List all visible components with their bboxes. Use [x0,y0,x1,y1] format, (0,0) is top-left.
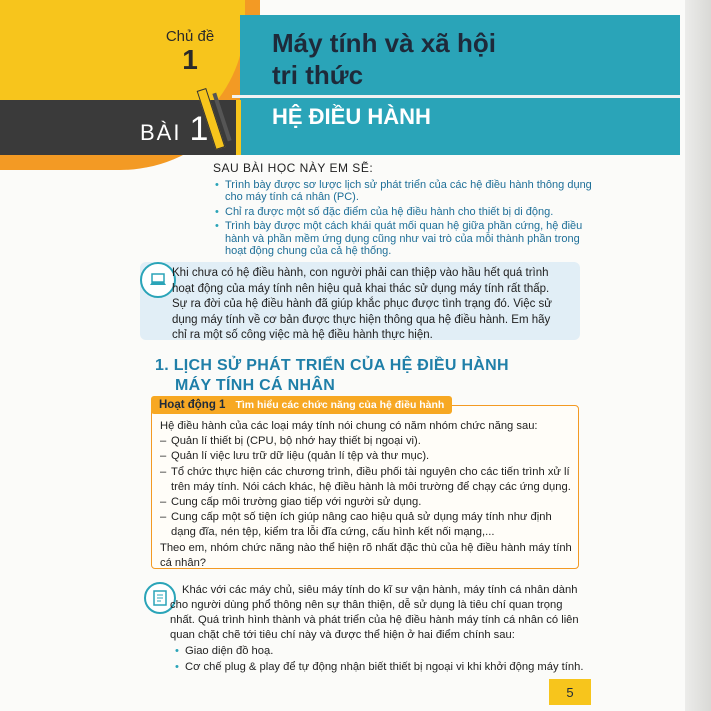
page-fold-shadow [685,0,711,711]
header-divider [232,95,680,98]
objectives-list [213,179,593,258]
section-heading-line1: 1. LỊCH SỬ PHÁT TRIỂN CỦA HỆ ĐIỀU HÀNH [155,357,509,374]
objective-item: • Chỉ ra được một số đặc điểm của hệ điều hành cho thiết bị di động. [213,206,593,219]
activity-title: Tìm hiểu các chức năng của hệ điều hành [235,399,445,411]
body-bullet: • Giao diện đồ hoạ. [185,645,273,657]
lesson-yellow-stripe [236,100,241,155]
activity-item: – Tổ chức thực hiện các chương trình, điều phối tài nguyên cho các tiến trình xử lí trên máy tính. Nói cách khác, hệ điều hành là môi trường để chạy các ứng dụng. [160,465,572,495]
intro-text: Khi chưa có hệ điều hành, con người phải can thiệp vào hầu hết quá trình hoạt động của máy tính nên hiệu quả khai thác sử dụng máy tính rất thấp. Sự ra đời của hệ điều hành đã giúp khắc phục được tình trạng đó. Việc sử dụng máy tính về cơ bản được thực hiện thông qua hệ điều hành. Em hãy chỉ ra một số công việc mà hệ điều hành thực hiện. [172,267,553,341]
activity-item: – Quản lí thiết bị (CPU, bộ nhớ hay thiết bị ngoại vi). [160,434,572,449]
topic-badge [150,28,230,75]
topic-number: 1 [182,44,198,75]
objectives-block [213,162,593,260]
objective-item: • Trình bày được sơ lược lịch sử phát triển của các hệ điều hành thông dụng cho máy tính cá nhân (PC). [213,179,593,204]
lesson-title: HỆ ĐIỀU HÀNH [272,104,431,129]
page-number: 5 [549,679,591,705]
topic-label: Chủ đề [165,28,215,45]
topic-title-line2: tri thức [272,60,364,90]
activity-tag [151,396,452,414]
activity-question: Theo em, nhóm chức năng nào thể hiện rõ nhất đặc thù của hệ điều hành máy tính cá nhân? [160,541,572,569]
lesson-word: BÀI [140,120,182,145]
section-heading [155,356,509,396]
objectives-heading: SAU BÀI HỌC NÀY EM SẼ: [213,161,374,175]
section-heading-line2: MÁY TÍNH CÁ NHÂN [175,377,336,394]
activity-item: – Quản lí việc lưu trữ dữ liệu (quản lí tệp và thư mục). [160,449,572,464]
lesson-number: 1 [189,110,209,148]
body-bullet: • Cơ chế plug & play để tự động nhận biết thiết bị ngoại vi khi khởi động máy tính. [185,661,583,673]
laptop-icon [140,262,176,298]
activity-item: – Cung cấp một số tiện ích giúp nâng cao hiệu quả sử dụng máy tính như định dạng đĩa, nén tệp, kiểm tra lỗi đĩa cứng, cấu hình kết nối mạng,... [160,510,572,540]
topic-title-line1: Máy tính và xã hội [272,28,496,58]
objective-item: • Trình bày được một cách khái quát mối quan hệ giữa phần cứng, hệ điều hành và phần mềm ứng dụng cũng như vai trò của mỗi thành phần trong hoạt động chung của cả hệ thống. [213,220,593,258]
activity-label: Hoạt động 1 [159,399,226,411]
body-paragraph-block [170,583,585,643]
body-paragraph: Khác với các máy chủ, siêu máy tính do kĩ sư vận hành, máy tính cá nhân dành cho người dùng phổ thông nên sự thân thiện, dễ sử dụng là tiêu chí quan trọng nhất. Quá trình hình thành và phát triển của hệ điều hành máy tính cá nhân có liên quan chặt chẽ tới tiêu chí này và được thể hiện ở hai điểm chính sau: [170,584,579,641]
lesson-badge [140,110,208,149]
topic-title [272,27,572,91]
activity-intro: Hệ điều hành của các loại máy tính nói chung có năm nhóm chức năng sau: [160,420,538,432]
activity-content [160,419,572,571]
activity-item: – Cung cấp môi trường giao tiếp với người sử dụng. [160,495,572,510]
